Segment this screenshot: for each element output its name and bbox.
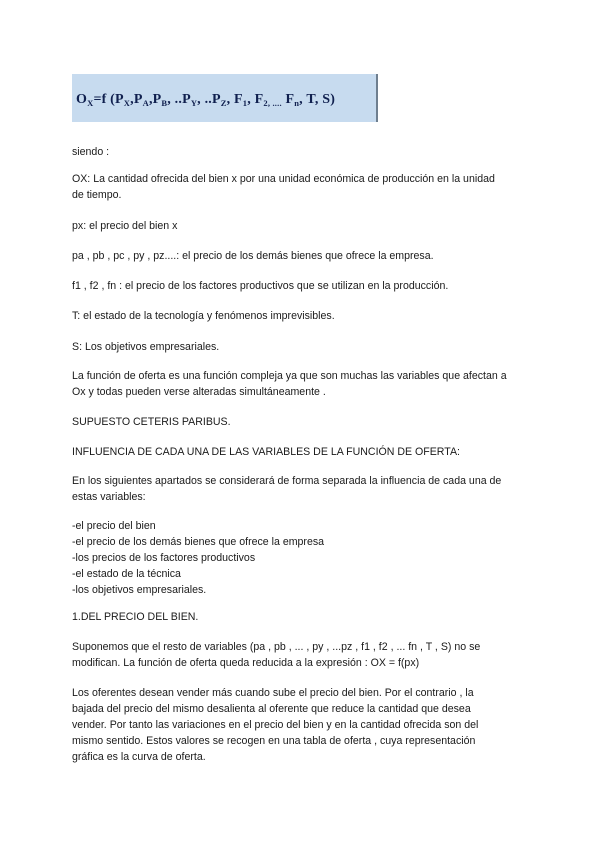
siguientes-paragraph [72,473,532,505]
formula-part: ,P [130,92,143,107]
paragraph-line: vender. Por tanto las variaciones en el precio del bien y en la cantidad ofrecida son del [72,719,479,731]
formula-part: F [281,92,295,107]
ox-definition [72,171,532,203]
formula-sub: 2, .... [263,98,282,108]
paragraph-line: estas variables: [72,491,146,503]
paragraph-line: Ox y todas pueden verse alteradas simultáneamente . [72,386,326,398]
list-item: -el estado de la técnica [72,568,181,580]
siendo-label: siendo : [72,146,110,158]
formula-sub: Y [190,98,198,108]
funcion-paragraph [72,368,532,400]
f-definition: f1 , f2 , fn : el precio de los factores productivos que se utilizan en la producción. [72,280,449,292]
formula-banner [72,74,378,122]
influencia-heading: INFLUENCIA DE CADA UNA DE LAS VARIABLES DE LA FUNCIÓN DE OFERTA: [72,446,460,458]
formula-part: ,P [148,92,162,107]
supuesto-heading: SUPUESTO CETERIS PARIBUS. [72,416,231,428]
paragraph-line: En los siguientes apartados se considerará de forma separada la influencia de cada una de [72,475,502,487]
paragraph-line: bajada del precio del mismo desalienta al oferente que reduce la cantidad que desea [72,703,471,715]
suponemos-paragraph [72,639,532,671]
formula-sub: X [123,98,131,108]
t-definition: T: el estado de la tecnología y fenómenos imprevisibles. [72,310,335,322]
ox-definition-line: de tiempo. [72,189,122,201]
paragraph-line: modifican. La función de oferta queda reducida a la expresión : OX = f(px) [72,657,420,669]
formula-sub: Z [220,98,227,108]
variables-list [72,518,532,598]
s-definition: S: Los objetivos empresariales. [72,341,220,353]
oferentes-paragraph [72,685,532,765]
formula-sub: B [161,98,168,108]
ox-definition-line: OX: La cantidad ofrecida del bien x por una unidad económica de producción en la unidad [72,173,495,185]
supply-function-formula [76,92,335,108]
formula-part: , F [247,92,264,107]
formula-mid: =f (P [93,92,124,107]
list-item: -el precio de los demás bienes que ofrece la empresa [72,536,325,548]
formula-sub: n [294,98,300,108]
paragraph-line: Los oferentes desean vender más cuando sube el precio del bien. Por el contrario , la [72,687,474,699]
list-item: -los precios de los factores productivos [72,552,256,564]
list-item: -los objetivos empresariales. [72,584,207,596]
formula-sub: A [142,98,149,108]
formula-lhs-sub: X [87,98,94,108]
formula-sub: 1 [242,98,248,108]
section-1-heading: 1.DEL PRECIO DEL BIEN. [72,611,199,623]
formula-part: , ..P [197,92,221,107]
formula-part: , T, S) [299,92,336,107]
formula-lhs: O [76,92,88,107]
list-item: -el precio del bien [72,520,156,532]
formula-part: , ..P [167,92,191,107]
px-definition: px: el precio del bien x [72,220,178,232]
paragraph-line: La función de oferta es una función compleja ya que son muchas las variables que afectan a [72,370,507,382]
formula-part: , F [226,92,243,107]
paragraph-line: mismo sentido. Estos valores se recogen en una tabla de oferta , cuya representación [72,735,476,747]
paragraph-line: gráfica es la curva de oferta. [72,751,206,763]
pa-definition: pa , pb , pc , py , pz....: el precio de los demás bienes que ofrece la empresa. [72,250,434,262]
paragraph-line: Suponemos que el resto de variables (pa , pb , ... , py , ...pz , f1 , f2 , ... fn , T , S) no se [72,641,481,653]
